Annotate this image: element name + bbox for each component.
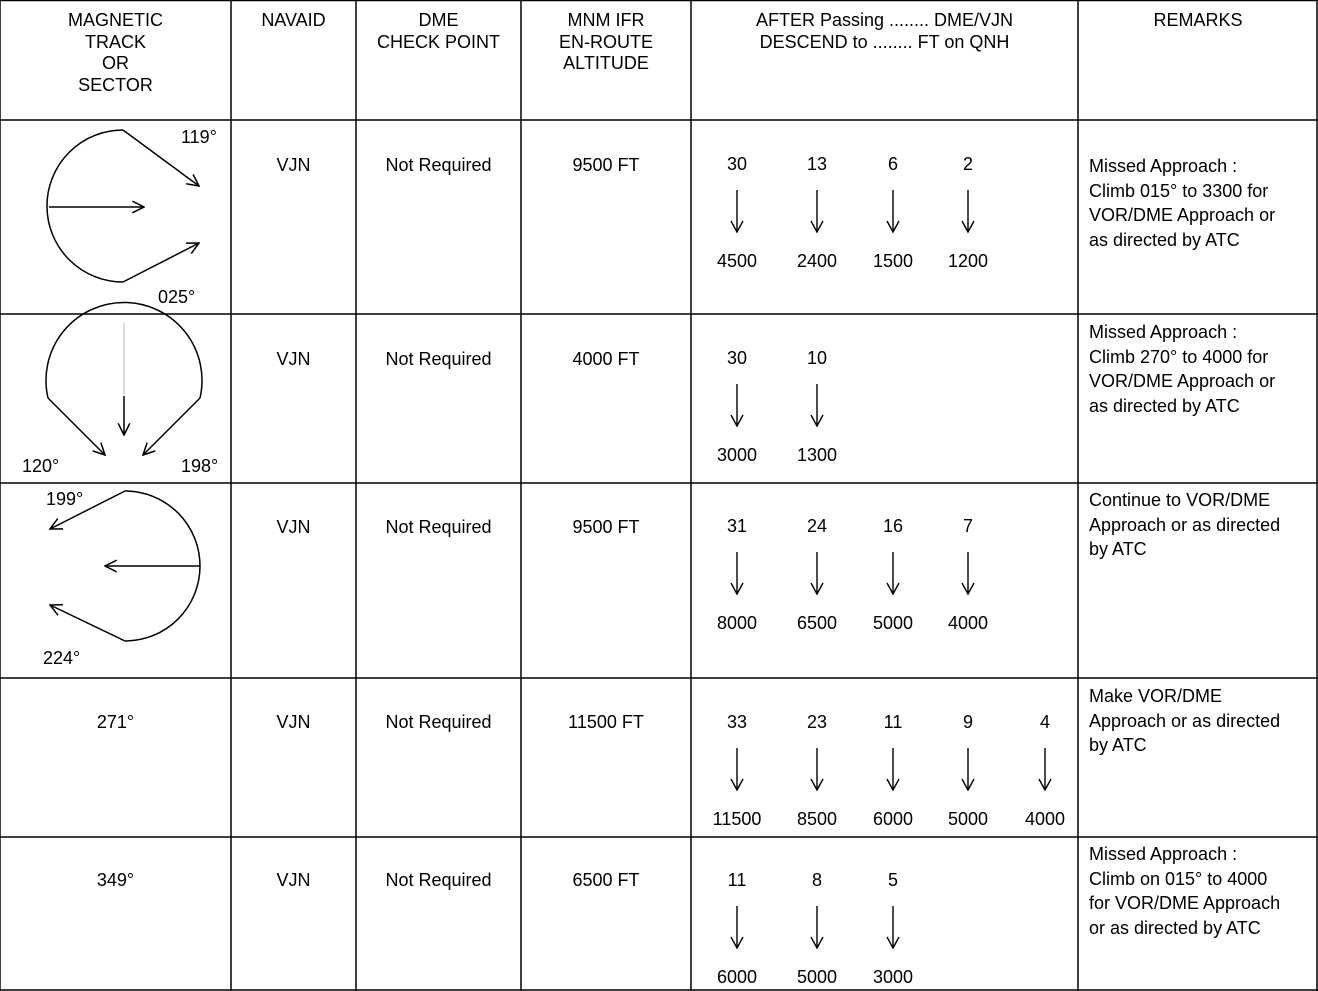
descent-dme-value: 11 (883, 712, 903, 732)
descent-altitude-value: 4000 (947, 613, 989, 633)
descent-arrows (731, 190, 1051, 948)
descent-altitude-value: 3000 (716, 445, 758, 465)
navaid-cell: VJN (276, 517, 311, 537)
descent-arrow-icon (811, 748, 823, 790)
sector-label-224: 224° (43, 648, 81, 668)
remarks-cell: Missed Approach : Climb on 015° to 4000 for VOR/DME Approach or as directed by ATC (1089, 844, 1281, 938)
descent-arrow-icon (962, 552, 974, 594)
sector-label-199: 199° (46, 489, 84, 509)
descent-dme-value: 24 (806, 516, 828, 536)
descent-dme-value: 30 (726, 154, 748, 174)
header-navaid: NAVAID (261, 10, 326, 30)
header-after-passing: AFTER Passing ........ DME/VJN DESCEND to ........ FT on QNH (755, 10, 1014, 52)
track-349: 349° (96, 870, 135, 890)
descent-altitude-value: 4500 (716, 251, 758, 271)
sector-diagram-row-1 (47, 130, 199, 282)
descent-altitude-value: 1200 (947, 251, 989, 271)
descent-dme-value: 33 (726, 712, 748, 732)
header-mnm-ifr-altitude: MNM IFR EN-ROUTE ALTITUDE (559, 10, 653, 73)
remarks-cell: Make VOR/DME Approach or as directed by ATC (1089, 686, 1281, 755)
descent-arrow-icon (811, 190, 823, 232)
descent-altitude-value: 8500 (796, 809, 838, 829)
sector-label-120: 120° (22, 456, 60, 476)
sector-diagram-row-3 (50, 491, 200, 641)
descent-altitude-value: 4000 (1024, 809, 1066, 829)
descent-arrow-icon (962, 190, 974, 232)
descent-arrow-icon (731, 906, 743, 948)
descent-altitude-value: 5000 (872, 613, 914, 633)
mnm-altitude-cell: 9500 FT (572, 155, 640, 175)
remarks-cell: Missed Approach : Climb 015° to 3300 for VOR/DME Approach or as directed by ATC (1089, 156, 1276, 250)
descent-altitude-value: 5000 (947, 809, 989, 829)
descent-dme-value: 13 (806, 154, 828, 174)
descent-altitude-value: 1500 (872, 251, 914, 271)
descent-dme-value: 30 (726, 348, 748, 368)
descent-dme-value: 16 (882, 516, 904, 536)
descent-altitude-value: 6000 (716, 967, 758, 987)
descent-altitude-value: 2400 (796, 251, 838, 271)
descent-arrow-icon (887, 906, 899, 948)
descent-altitude-value: 6000 (872, 809, 914, 829)
descent-arrow-icon (731, 748, 743, 790)
descent-altitude-value: 6500 (796, 613, 838, 633)
mnm-altitude-cell: 11500 FT (568, 712, 644, 732)
descent-arrow-icon (811, 552, 823, 594)
dme-check-cell: Not Required (385, 870, 492, 890)
header-magnetic-track: MAGNETIC TRACK OR SECTOR (67, 10, 163, 95)
descent-dme-value: 6 (887, 154, 898, 174)
sector-diagram-row-2 (46, 302, 202, 455)
descent-altitude-value: 8000 (716, 613, 758, 633)
dme-check-cell: Not Required (385, 349, 492, 369)
dme-check-cell: Not Required (385, 712, 492, 732)
mnm-altitude-cell: 4000 FT (572, 349, 640, 369)
descent-arrow-icon (811, 384, 823, 426)
descent-arrow-icon (731, 190, 743, 232)
descent-arrow-icon (887, 552, 899, 594)
descent-altitude-value: 5000 (796, 967, 838, 987)
descent-altitude-value: 11500 (712, 809, 762, 829)
descent-arrow-icon (731, 552, 743, 594)
header-remarks: REMARKS (1153, 10, 1243, 30)
descent-arrow-icon (811, 906, 823, 948)
dme-check-cell: Not Required (385, 517, 492, 537)
sector-label-119: 119° (181, 127, 217, 147)
sector-label-198: 198° (181, 456, 219, 476)
header-dme-check-point: DME CHECK POINT (376, 10, 500, 52)
navaid-cell: VJN (276, 712, 311, 732)
remarks-cell: Missed Approach : Climb 270° to 4000 for VOR/DME Approach or as directed by ATC (1089, 322, 1276, 416)
track-271: 271° (96, 712, 135, 732)
descent-dme-value: 11 (727, 870, 747, 890)
descent-dme-value: 2 (962, 154, 973, 174)
descent-arrow-icon (962, 748, 974, 790)
mnm-altitude-cell: 9500 FT (572, 517, 640, 537)
descent-arrow-icon (887, 190, 899, 232)
descent-dme-value: 9 (962, 712, 973, 732)
sector-label-025: 025° (158, 287, 196, 307)
descent-altitude-value: 3000 (872, 967, 914, 987)
descent-arrow-icon (731, 384, 743, 426)
mnm-altitude-cell: 6500 FT (572, 870, 640, 890)
descent-dme-value: 31 (726, 516, 748, 536)
descent-dme-value: 7 (962, 516, 973, 536)
descent-dme-value: 8 (811, 870, 822, 890)
descent-dme-value: 23 (806, 712, 828, 732)
descent-arrow-icon (1039, 748, 1051, 790)
descent-dme-value: 5 (887, 870, 898, 890)
descent-arrow-icon (887, 748, 899, 790)
navaid-cell: VJN (276, 349, 311, 369)
dme-check-cell: Not Required (385, 155, 492, 175)
descent-dme-value: 10 (806, 348, 828, 368)
navaid-cell: VJN (276, 870, 311, 890)
descent-altitude-value: 1300 (796, 445, 838, 465)
remarks-cell: Continue to VOR/DME Approach or as directed by ATC (1089, 490, 1281, 559)
navaid-cell: VJN (276, 155, 311, 175)
descent-dme-value: 4 (1039, 712, 1050, 732)
